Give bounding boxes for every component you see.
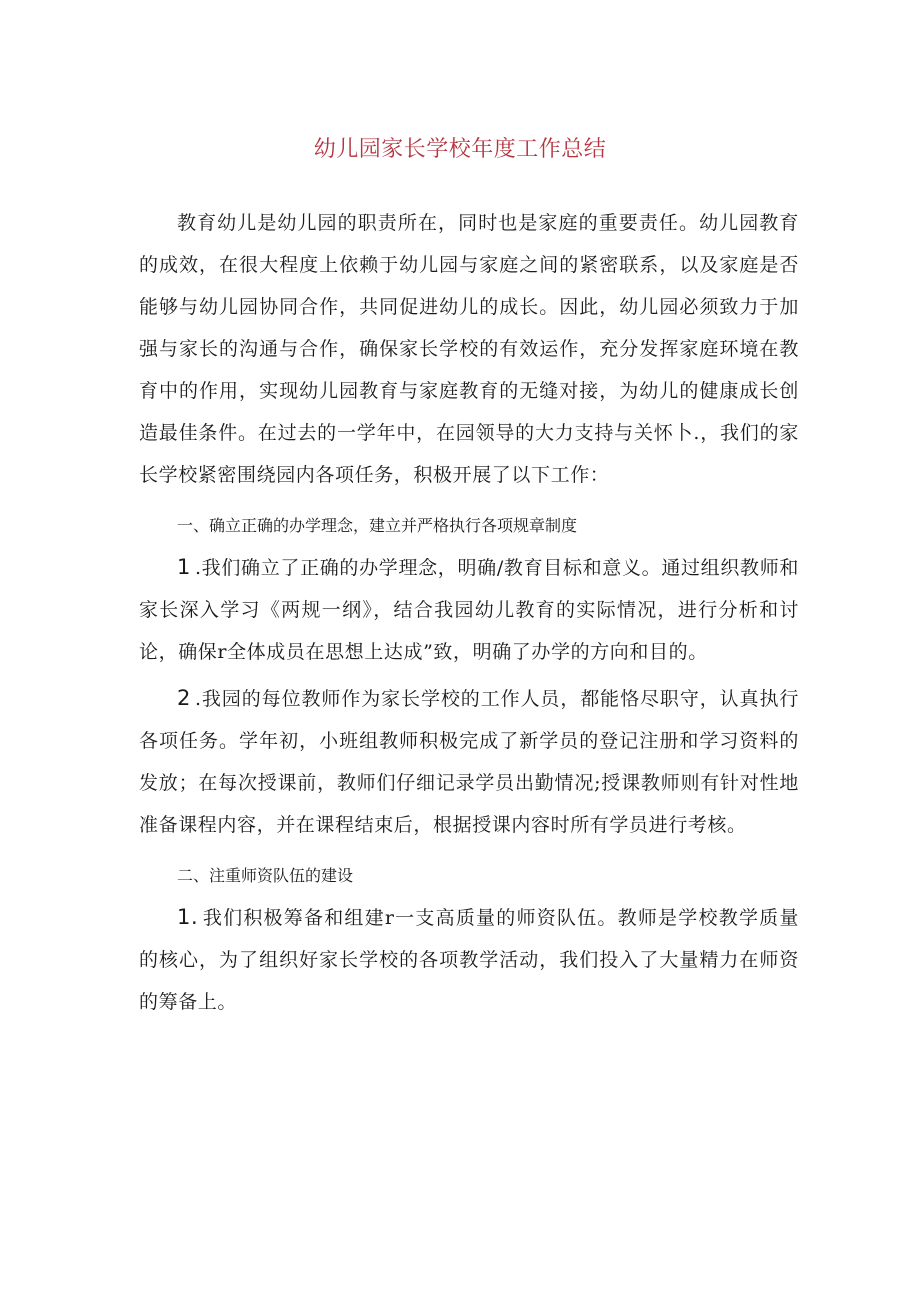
section-2-item-1 (139, 896, 799, 1023)
item-number: 1. (177, 905, 199, 929)
section-1-item-1 (139, 546, 799, 673)
section-heading-1: 一、确立正确的办学理念，建立并严格执行各项规章制度 (177, 516, 578, 535)
item-text: 我们积极筹备和组建r一支高质量的师资队伍。教师是学校教学质量的核心，为了组织好家长学校的各项教学活动，我们投入了大量精力在师资的筹备上。 (139, 907, 799, 1013)
section-heading-2: 二、注重师资队伍的建设 (177, 866, 354, 885)
item-text: .我园的每位教师作为家长学校的工作人员，都能恪尽职守，认真执行各项任务。学年初，小班组教师积极完成了新学员的登记注册和学习资料的发放；在每次授课前，教师们仔细记录学员出勤情况;授课教师则有针对性地准备课程内容，并在课程结束后，根据授课内容时所有学员进行考核。 (139, 688, 799, 836)
section-1-item-2 (139, 677, 799, 846)
document-title: 幼儿园家长学校年度工作总结 (313, 137, 607, 162)
intro-paragraph: 教育幼儿是幼儿园的职责所在，同时也是家庭的重要责任。幼儿园教育的成效，在很大程度上依赖于幼儿园与家庭之间的紧密联系，以及家庭是否能够与幼儿园协同合作，共同促进幼儿的成长。因此，幼儿园必须致力于加强与家长的沟通与合作，确保家长学校的有效运作，充分发挥家庭环境在教育中的作用，实现幼儿园教育与家庭教育的无缝对接，为幼儿的健康成长创造最佳条件。在过去的一学年中，在园领导的大力支持与关怀卜.，我们的家长学校紧密围绕园内各项任务，积极开展了以下工作： (139, 212, 799, 486)
document-body (139, 202, 799, 1023)
item-number: 1 (177, 555, 191, 579)
spacer (139, 846, 799, 856)
item-text: .我们确立了正确的办学理念，明确/教育目标和意义。通过组织教师和家长深入学习《两规一纲》，结合我园幼儿教育的实际情况，进行分析和讨论，确保r全体成员在思想上达成”致，明确了办学的方向和目的。 (139, 557, 799, 663)
spacer (139, 496, 799, 506)
item-number: 2 (177, 686, 191, 710)
